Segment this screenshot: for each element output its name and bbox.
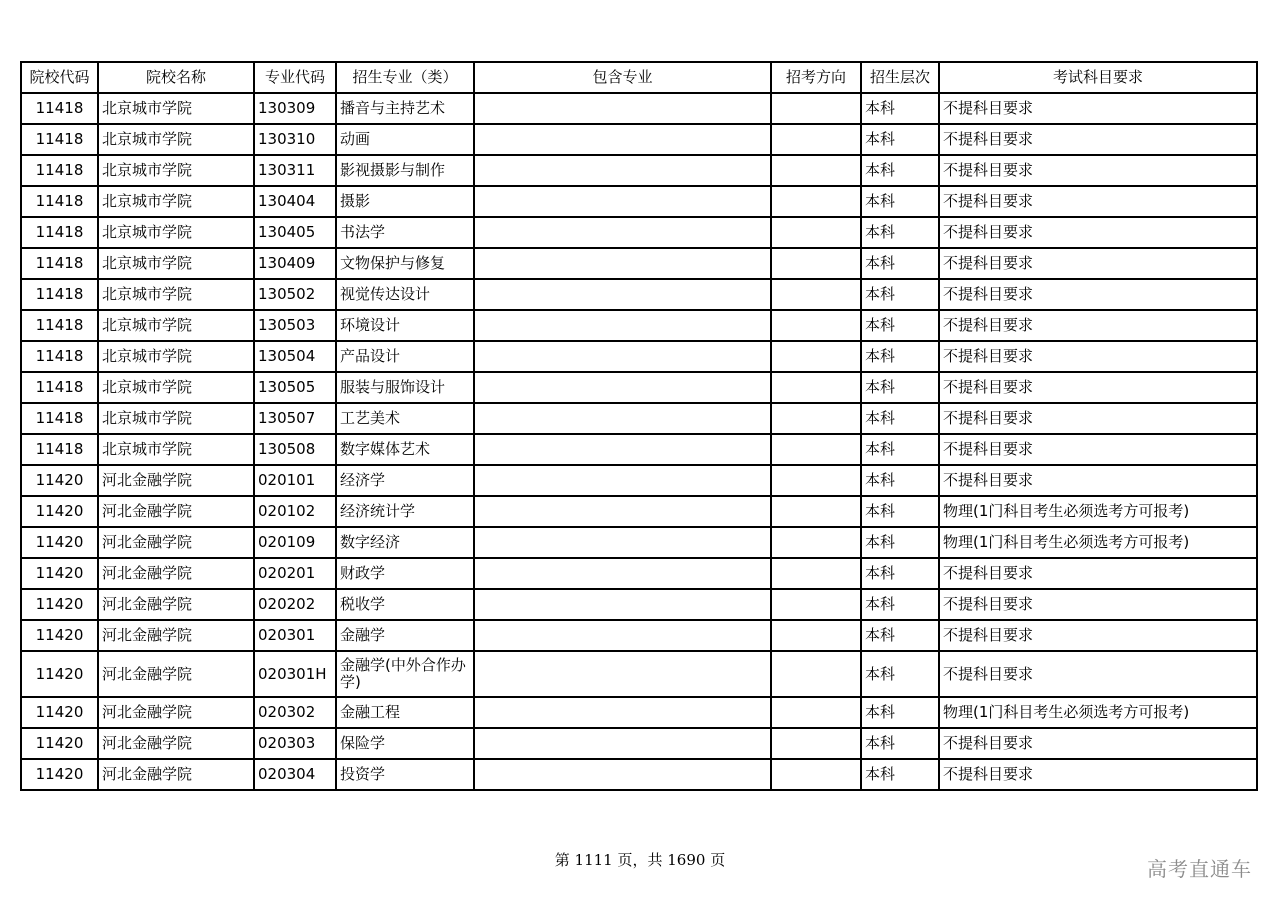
level-cell: 本科 bbox=[861, 372, 939, 403]
major-name-cell: 投资学 bbox=[336, 759, 474, 790]
table-row bbox=[21, 465, 1257, 496]
subject-requirement-cell: 不提科目要求 bbox=[939, 248, 1257, 279]
included-majors-cell bbox=[474, 759, 771, 790]
level-cell: 本科 bbox=[861, 124, 939, 155]
school-code-cell: 11420 bbox=[21, 697, 98, 728]
major-code-cell: 130502 bbox=[254, 279, 336, 310]
major-name-cell: 金融工程 bbox=[336, 697, 474, 728]
school-name-cell: 北京城市学院 bbox=[98, 403, 254, 434]
school-code-cell: 11418 bbox=[21, 279, 98, 310]
major-code-cell: 130311 bbox=[254, 155, 336, 186]
level-cell: 本科 bbox=[861, 558, 939, 589]
subject-requirement-cell: 不提科目要求 bbox=[939, 728, 1257, 759]
subject-requirement-cell: 不提科目要求 bbox=[939, 155, 1257, 186]
school-code-cell: 11418 bbox=[21, 310, 98, 341]
school-code-cell: 11418 bbox=[21, 155, 98, 186]
table-row bbox=[21, 279, 1257, 310]
level-cell: 本科 bbox=[861, 465, 939, 496]
major-name-cell: 数字媒体艺术 bbox=[336, 434, 474, 465]
major-code-cell: 130503 bbox=[254, 310, 336, 341]
level-cell: 本科 bbox=[861, 589, 939, 620]
subject-requirement-cell: 不提科目要求 bbox=[939, 124, 1257, 155]
table-row bbox=[21, 651, 1257, 697]
major-code-cell: 020101 bbox=[254, 465, 336, 496]
level-cell: 本科 bbox=[861, 186, 939, 217]
major-code-cell: 130405 bbox=[254, 217, 336, 248]
school-name-cell: 北京城市学院 bbox=[98, 217, 254, 248]
major-name-cell: 服装与服饰设计 bbox=[336, 372, 474, 403]
included-majors-cell bbox=[474, 465, 771, 496]
level-cell: 本科 bbox=[861, 728, 939, 759]
major-name-cell: 经济统计学 bbox=[336, 496, 474, 527]
major-code-cell: 020201 bbox=[254, 558, 336, 589]
school-code-cell: 11418 bbox=[21, 372, 98, 403]
direction-cell bbox=[771, 93, 861, 124]
school-name-cell: 北京城市学院 bbox=[98, 93, 254, 124]
level-cell: 本科 bbox=[861, 620, 939, 651]
header-major-name: 招生专业（类） bbox=[336, 62, 474, 93]
included-majors-cell bbox=[474, 93, 771, 124]
major-name-cell: 文物保护与修复 bbox=[336, 248, 474, 279]
major-name-cell: 视觉传达设计 bbox=[336, 279, 474, 310]
included-majors-cell bbox=[474, 217, 771, 248]
subject-requirement-cell: 不提科目要求 bbox=[939, 558, 1257, 589]
major-code-cell: 130309 bbox=[254, 93, 336, 124]
school-name-cell: 北京城市学院 bbox=[98, 310, 254, 341]
header-included-majors: 包含专业 bbox=[474, 62, 771, 93]
admissions-table-container bbox=[20, 61, 1256, 791]
school-code-cell: 11420 bbox=[21, 651, 98, 697]
direction-cell bbox=[771, 186, 861, 217]
major-name-cell: 保险学 bbox=[336, 728, 474, 759]
table-row bbox=[21, 124, 1257, 155]
table-row bbox=[21, 728, 1257, 759]
school-code-cell: 11418 bbox=[21, 434, 98, 465]
included-majors-cell bbox=[474, 434, 771, 465]
direction-cell bbox=[771, 155, 861, 186]
table-body bbox=[21, 93, 1257, 790]
major-code-cell: 020102 bbox=[254, 496, 336, 527]
direction-cell bbox=[771, 372, 861, 403]
included-majors-cell bbox=[474, 496, 771, 527]
major-code-cell: 020303 bbox=[254, 728, 336, 759]
table-row bbox=[21, 372, 1257, 403]
subject-requirement-cell: 不提科目要求 bbox=[939, 93, 1257, 124]
school-code-cell: 11420 bbox=[21, 589, 98, 620]
header-subject-requirement: 考试科目要求 bbox=[939, 62, 1257, 93]
table-row bbox=[21, 248, 1257, 279]
major-name-cell: 环境设计 bbox=[336, 310, 474, 341]
school-code-cell: 11420 bbox=[21, 558, 98, 589]
school-code-cell: 11418 bbox=[21, 186, 98, 217]
major-name-cell: 金融学 bbox=[336, 620, 474, 651]
school-code-cell: 11418 bbox=[21, 124, 98, 155]
school-code-cell: 11420 bbox=[21, 527, 98, 558]
school-name-cell: 北京城市学院 bbox=[98, 186, 254, 217]
major-code-cell: 130505 bbox=[254, 372, 336, 403]
school-name-cell: 河北金融学院 bbox=[98, 558, 254, 589]
direction-cell bbox=[771, 217, 861, 248]
level-cell: 本科 bbox=[861, 155, 939, 186]
included-majors-cell bbox=[474, 186, 771, 217]
direction-cell bbox=[771, 248, 861, 279]
direction-cell bbox=[771, 279, 861, 310]
level-cell: 本科 bbox=[861, 248, 939, 279]
included-majors-cell bbox=[474, 728, 771, 759]
table-row bbox=[21, 155, 1257, 186]
direction-cell bbox=[771, 697, 861, 728]
major-name-cell: 产品设计 bbox=[336, 341, 474, 372]
level-cell: 本科 bbox=[861, 434, 939, 465]
level-cell: 本科 bbox=[861, 279, 939, 310]
major-name-cell: 数字经济 bbox=[336, 527, 474, 558]
included-majors-cell bbox=[474, 310, 771, 341]
header-school-name: 院校名称 bbox=[98, 62, 254, 93]
major-name-cell: 经济学 bbox=[336, 465, 474, 496]
subject-requirement-cell: 不提科目要求 bbox=[939, 759, 1257, 790]
major-code-cell: 130409 bbox=[254, 248, 336, 279]
included-majors-cell bbox=[474, 155, 771, 186]
major-name-cell: 财政学 bbox=[336, 558, 474, 589]
page-number: 第 1111 页，共 1690 页 bbox=[554, 851, 726, 869]
major-name-cell: 动画 bbox=[336, 124, 474, 155]
included-majors-cell bbox=[474, 124, 771, 155]
major-name-cell: 播音与主持艺术 bbox=[336, 93, 474, 124]
school-name-cell: 北京城市学院 bbox=[98, 279, 254, 310]
included-majors-cell bbox=[474, 697, 771, 728]
school-code-cell: 11418 bbox=[21, 93, 98, 124]
included-majors-cell bbox=[474, 279, 771, 310]
header-school-code: 院校代码 bbox=[21, 62, 98, 93]
school-name-cell: 河北金融学院 bbox=[98, 496, 254, 527]
major-name-cell: 工艺美术 bbox=[336, 403, 474, 434]
school-name-cell: 河北金融学院 bbox=[98, 651, 254, 697]
subject-requirement-cell: 不提科目要求 bbox=[939, 279, 1257, 310]
school-name-cell: 北京城市学院 bbox=[98, 124, 254, 155]
school-name-cell: 河北金融学院 bbox=[98, 589, 254, 620]
included-majors-cell bbox=[474, 248, 771, 279]
direction-cell bbox=[771, 589, 861, 620]
level-cell: 本科 bbox=[861, 341, 939, 372]
direction-cell bbox=[771, 310, 861, 341]
subject-requirement-cell: 不提科目要求 bbox=[939, 434, 1257, 465]
subject-requirement-cell: 不提科目要求 bbox=[939, 217, 1257, 248]
subject-requirement-cell: 物理(1门科目考生必须选考方可报考) bbox=[939, 527, 1257, 558]
direction-cell bbox=[771, 651, 861, 697]
direction-cell bbox=[771, 124, 861, 155]
major-code-cell: 130504 bbox=[254, 341, 336, 372]
major-code-cell: 020301 bbox=[254, 620, 336, 651]
major-name-cell: 税收学 bbox=[336, 589, 474, 620]
table-row bbox=[21, 310, 1257, 341]
header-level: 招生层次 bbox=[861, 62, 939, 93]
level-cell: 本科 bbox=[861, 527, 939, 558]
table-row bbox=[21, 434, 1257, 465]
table-row bbox=[21, 403, 1257, 434]
major-code-cell: 020304 bbox=[254, 759, 336, 790]
school-code-cell: 11418 bbox=[21, 403, 98, 434]
table-row bbox=[21, 186, 1257, 217]
subject-requirement-cell: 不提科目要求 bbox=[939, 651, 1257, 697]
header-major-code: 专业代码 bbox=[254, 62, 336, 93]
header-direction: 招考方向 bbox=[771, 62, 861, 93]
school-code-cell: 11418 bbox=[21, 248, 98, 279]
school-code-cell: 11418 bbox=[21, 217, 98, 248]
school-name-cell: 北京城市学院 bbox=[98, 434, 254, 465]
school-name-cell: 河北金融学院 bbox=[98, 759, 254, 790]
included-majors-cell bbox=[474, 403, 771, 434]
table-row bbox=[21, 589, 1257, 620]
included-majors-cell bbox=[474, 527, 771, 558]
major-code-cell: 130310 bbox=[254, 124, 336, 155]
table-row bbox=[21, 759, 1257, 790]
table-row bbox=[21, 697, 1257, 728]
included-majors-cell bbox=[474, 589, 771, 620]
direction-cell bbox=[771, 558, 861, 589]
table-row bbox=[21, 93, 1257, 124]
table-row bbox=[21, 620, 1257, 651]
school-name-cell: 河北金融学院 bbox=[98, 527, 254, 558]
subject-requirement-cell: 不提科目要求 bbox=[939, 465, 1257, 496]
table-row bbox=[21, 496, 1257, 527]
school-code-cell: 11420 bbox=[21, 620, 98, 651]
school-name-cell: 北京城市学院 bbox=[98, 248, 254, 279]
level-cell: 本科 bbox=[861, 310, 939, 341]
subject-requirement-cell: 不提科目要求 bbox=[939, 620, 1257, 651]
included-majors-cell bbox=[474, 651, 771, 697]
level-cell: 本科 bbox=[861, 93, 939, 124]
table-row bbox=[21, 527, 1257, 558]
school-name-cell: 北京城市学院 bbox=[98, 372, 254, 403]
level-cell: 本科 bbox=[861, 697, 939, 728]
major-code-cell: 020301H bbox=[254, 651, 336, 697]
subject-requirement-cell: 不提科目要求 bbox=[939, 372, 1257, 403]
major-code-cell: 020109 bbox=[254, 527, 336, 558]
subject-requirement-cell: 物理(1门科目考生必须选考方可报考) bbox=[939, 496, 1257, 527]
major-name-cell: 书法学 bbox=[336, 217, 474, 248]
level-cell: 本科 bbox=[861, 496, 939, 527]
included-majors-cell bbox=[474, 558, 771, 589]
level-cell: 本科 bbox=[861, 651, 939, 697]
school-name-cell: 河北金融学院 bbox=[98, 728, 254, 759]
direction-cell bbox=[771, 434, 861, 465]
major-name-cell: 摄影 bbox=[336, 186, 474, 217]
direction-cell bbox=[771, 728, 861, 759]
subject-requirement-cell: 物理(1门科目考生必须选考方可报考) bbox=[939, 697, 1257, 728]
school-name-cell: 北京城市学院 bbox=[98, 341, 254, 372]
major-code-cell: 130404 bbox=[254, 186, 336, 217]
major-code-cell: 020302 bbox=[254, 697, 336, 728]
major-code-cell: 130507 bbox=[254, 403, 336, 434]
direction-cell bbox=[771, 465, 861, 496]
direction-cell bbox=[771, 620, 861, 651]
subject-requirement-cell: 不提科目要求 bbox=[939, 310, 1257, 341]
major-name-cell: 金融学(中外合作办学) bbox=[336, 651, 474, 697]
school-name-cell: 河北金融学院 bbox=[98, 620, 254, 651]
watermark-logo-text: 高考直通车 bbox=[1147, 857, 1252, 881]
subject-requirement-cell: 不提科目要求 bbox=[939, 186, 1257, 217]
direction-cell bbox=[771, 496, 861, 527]
subject-requirement-cell: 不提科目要求 bbox=[939, 341, 1257, 372]
direction-cell bbox=[771, 403, 861, 434]
school-name-cell: 河北金融学院 bbox=[98, 697, 254, 728]
level-cell: 本科 bbox=[861, 403, 939, 434]
subject-requirement-cell: 不提科目要求 bbox=[939, 589, 1257, 620]
school-code-cell: 11420 bbox=[21, 728, 98, 759]
school-code-cell: 11420 bbox=[21, 496, 98, 527]
included-majors-cell bbox=[474, 341, 771, 372]
table-row bbox=[21, 558, 1257, 589]
level-cell: 本科 bbox=[861, 759, 939, 790]
school-code-cell: 11418 bbox=[21, 341, 98, 372]
table-row bbox=[21, 341, 1257, 372]
school-name-cell: 河北金融学院 bbox=[98, 465, 254, 496]
admissions-table bbox=[20, 61, 1258, 791]
included-majors-cell bbox=[474, 372, 771, 403]
major-code-cell: 020202 bbox=[254, 589, 336, 620]
major-code-cell: 130508 bbox=[254, 434, 336, 465]
school-code-cell: 11420 bbox=[21, 465, 98, 496]
school-code-cell: 11420 bbox=[21, 759, 98, 790]
included-majors-cell bbox=[474, 620, 771, 651]
direction-cell bbox=[771, 759, 861, 790]
direction-cell bbox=[771, 527, 861, 558]
school-name-cell: 北京城市学院 bbox=[98, 155, 254, 186]
major-name-cell: 影视摄影与制作 bbox=[336, 155, 474, 186]
subject-requirement-cell: 不提科目要求 bbox=[939, 403, 1257, 434]
level-cell: 本科 bbox=[861, 217, 939, 248]
table-row bbox=[21, 217, 1257, 248]
table-header-row bbox=[21, 62, 1257, 93]
direction-cell bbox=[771, 341, 861, 372]
